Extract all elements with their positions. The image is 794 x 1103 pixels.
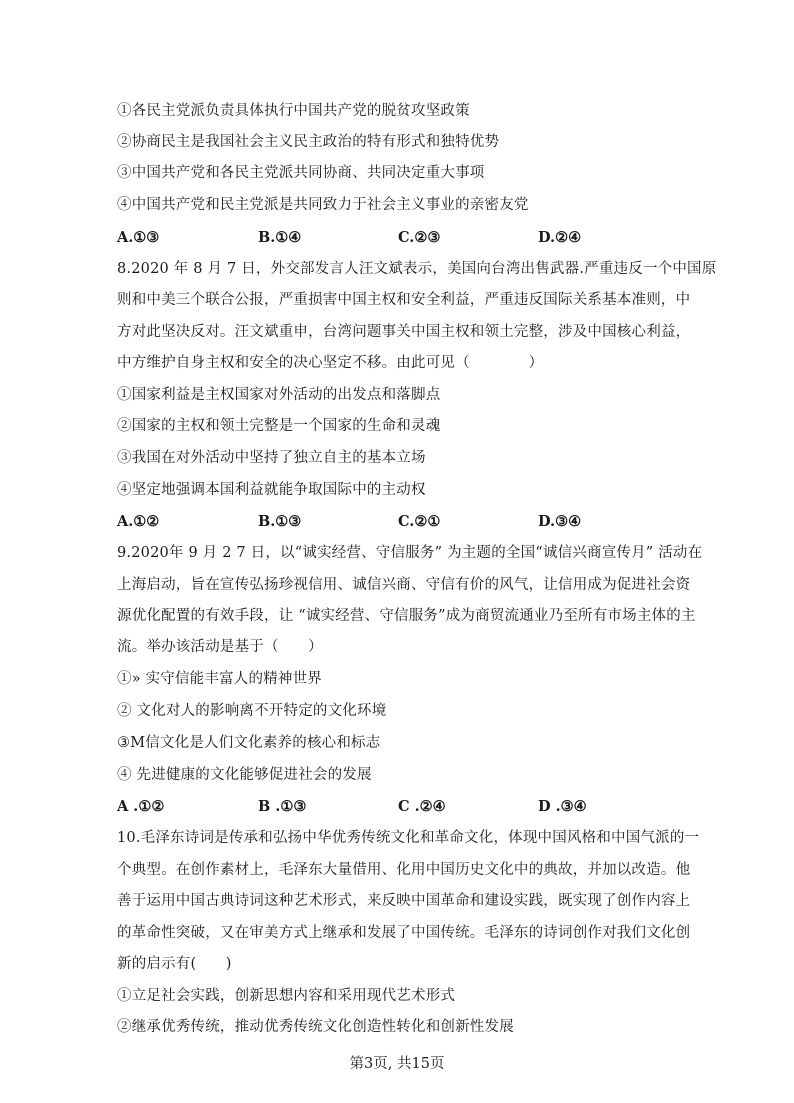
q7-option-c: C.②③ (398, 229, 441, 246)
q7-option-b: B.①④ (258, 229, 302, 246)
q10-stem-line-3: 善于运用中国古典诗词这种艺术形式，来反映中国革命和建设实践，既实现了创作内容上 (117, 893, 691, 909)
q8-stem-line-2: 则和中美三个联合公报，严重损害中国主权和安全利益，严重违反国际关系基本准则，中 (117, 292, 691, 308)
q8-option-a: A.①② (117, 513, 160, 530)
q10-stem-line-4: 的革命性突破，又在审美方式上继承和发展了中国传统。毛泽东的诗词创作对我们文化创 (117, 925, 691, 941)
q9-stem-line-2: 上海启动，旨在宣传弘扬珍视信用、诚信兴商、守信有价的风气，让信用成为促进社会资 (117, 577, 691, 593)
q7-options (117, 228, 677, 248)
q10-item-1: ①立足社会实践，创新思想内容和采用现代艺术形式 (117, 988, 456, 1004)
q10-item-2: ②继承优秀传统，推动优秀传统文化创造性转化和创新性发展 (117, 1019, 514, 1035)
q7-option-a: A.①③ (117, 229, 160, 246)
q7-option-d: D.②④ (538, 229, 582, 246)
q7-item-1: ①各民主党派负责具体执行中国共产党的脱贫攻坚政策 (117, 103, 470, 119)
page-footer: 第3页, 共15页 (349, 1056, 445, 1072)
q7-item-4: ④中国共产党和民主党派是共同致力于社会主义事业的亲密友党 (117, 197, 529, 213)
q9-stem-line-3: 源优化配置的有效手段，让 “诚实经营、守信服务”成为商贸流通业乃至所有市场主体的主 (117, 608, 696, 624)
q9-item-2: ② 文化对人的影响离不开特定的文化环境 (117, 703, 387, 719)
q9-stem-line-1: 9.2020年 9 月 2 7 日，以“诚实经营、守信服务” 为主题的全国“诚信兴商宣传月” 活动在 (117, 545, 703, 561)
q8-stem-line-1: 8.2020 年 8 月 7 日，外交部发言人汪文斌表示，美国向台湾出售武器.严重违反一个中国原 (117, 261, 717, 277)
q7-item-3: ③中国共产党和各民主党派共同协商、共同决定重大事项 (117, 165, 485, 181)
q8-options (117, 512, 677, 532)
q9-option-d: D .③④ (538, 798, 587, 815)
q10-stem-line-1: 10.毛泽东诗词是传承和弘扬中华优秀传统文化和革命文化，体现中国风格和中国气派的一 (117, 830, 700, 846)
q9-option-c: C .②④ (398, 798, 446, 815)
q8-stem-line-4: 中方维护自身主权和安全的决心坚定不移。由此可见（ ） (117, 355, 544, 371)
q8-item-1: ①国家利益是主权国家对外活动的出发点和落脚点 (117, 387, 441, 403)
q9-option-b: B .①③ (258, 798, 307, 815)
q8-option-c: C.②① (398, 513, 441, 530)
q9-stem-line-4: 流。举办该活动是基于（ ） (117, 639, 323, 655)
q8-item-4: ④坚定地强调本国利益就能争取国际中的主动权 (117, 482, 426, 498)
q7-item-2: ②协商民主是我国社会主义民主政治的特有形式和独特优势 (117, 134, 500, 150)
q8-item-3: ③我国在对外活动中坚持了独立自主的基本立场 (117, 450, 426, 466)
q9-option-a: A .①② (117, 798, 165, 815)
q10-stem-line-5: 新的启示有( ) (117, 956, 232, 972)
q10-stem-line-2: 个典型。在创作素材上，毛泽东大量借用、化用中国历史文化中的典故，并加以改造。他 (117, 862, 691, 878)
q9-item-4: ④ 先进健康的文化能够促进社会的发展 (117, 767, 372, 783)
q9-item-1: ①» 实守信能丰富人的精神世界 (117, 671, 322, 687)
q8-stem-line-3: 方对此坚决反对。汪文斌重申，台湾问题事关中国主权和领土完整，涉及中国核心利益， (117, 324, 691, 340)
q8-item-2: ②国家的主权和领土完整是一个国家的生命和灵魂 (117, 418, 441, 434)
q8-option-d: D.③④ (538, 513, 582, 530)
q9-options (117, 797, 677, 817)
q9-item-3: ③M信文化是人们文化素养的核心和标志 (117, 735, 381, 751)
q8-option-b: B.①③ (258, 513, 302, 530)
